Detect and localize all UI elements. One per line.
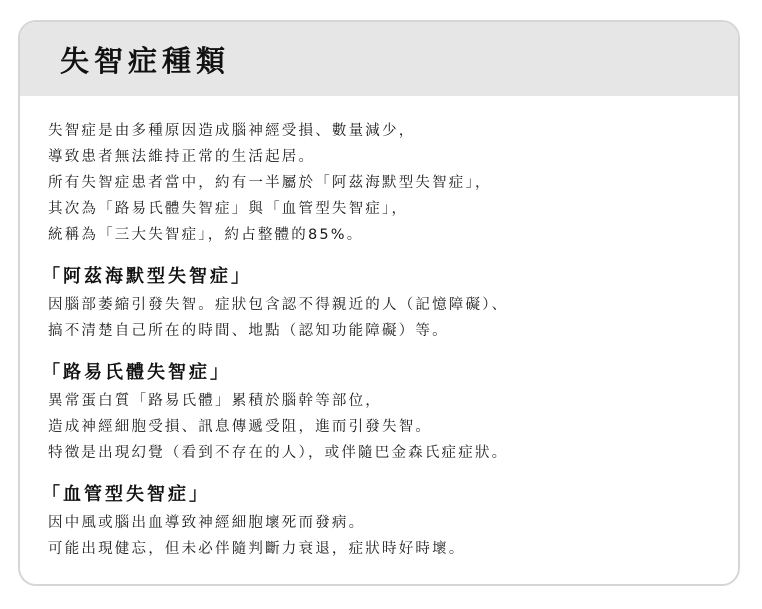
text-line: 異常蛋白質「路易氏體」累積於腦幹等部位， <box>48 393 382 409</box>
section-heading: 「阿茲海默型失智症」 <box>42 266 252 287</box>
section-alzheimers <box>42 265 738 344</box>
text-line: 統稱為「三大失智症」，約占整體的85%。 <box>48 227 364 243</box>
text-line: 可能出現健忘，但未必伴隨判斷力衰退，症狀時好時壞。 <box>48 541 466 557</box>
section-lewy-body <box>42 361 738 466</box>
text-line: 失智症是由多種原因造成腦神經受損、數量減少， <box>48 123 416 139</box>
page-title: 失智症種類 <box>60 43 231 78</box>
text-line: 搞不清楚自己所在的時間、地點（認知功能障礙）等。 <box>48 323 449 339</box>
text-line: 因腦部萎縮引發失智。症狀包含認不得親近的人（記憶障礙）、 <box>48 297 509 313</box>
card-body <box>20 96 738 562</box>
section-overview <box>48 118 738 248</box>
section-heading: 「路易氏體失智症」 <box>42 362 231 383</box>
text-line: 導致患者無法維持正常的生活起居。 <box>48 149 316 165</box>
card-header <box>20 22 738 96</box>
info-card <box>18 20 740 586</box>
text-line: 所有失智症患者當中，約有一半屬於「阿茲海默型失智症」， <box>48 175 492 191</box>
text-line: 造成神經細胞受損、訊息傳遞受阻，進而引發失智。 <box>48 419 433 435</box>
text-line: 因中風或腦出血導致神經細胞壞死而發病。 <box>48 515 366 531</box>
section-vascular <box>42 483 738 562</box>
text-line: 其次為「路易氏體失智症」與「血管型失智症」， <box>48 201 409 217</box>
section-heading: 「血管型失智症」 <box>42 484 210 505</box>
text-line: 特徵是出現幻覺（看到不存在的人），或伴隨巴金森氏症症狀。 <box>48 445 509 461</box>
